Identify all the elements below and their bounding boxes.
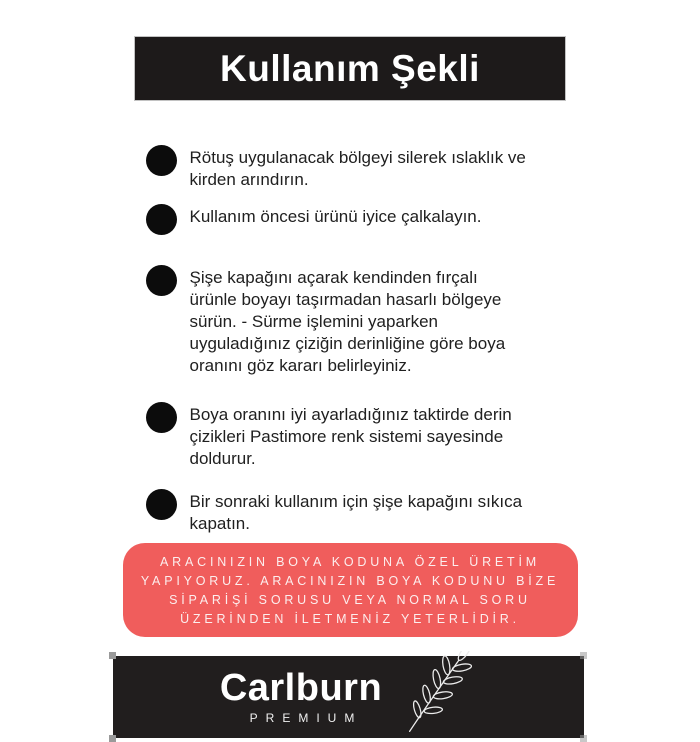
corner-handle bbox=[580, 652, 587, 659]
notice-line: ÜZERİNDEN İLETMENİZ YETERLİDİR. bbox=[180, 612, 520, 626]
corner-handle bbox=[109, 652, 116, 659]
list-item bbox=[146, 491, 588, 535]
notice-line: SİPARİŞİ SORUSU VEYA NORMAL SORU bbox=[169, 593, 531, 607]
bullet-dot-icon bbox=[146, 489, 177, 520]
instruction-text: Rötuş uygulanacak bölgeyi silerek ıslaklık ve kirden arındırın. bbox=[189, 148, 526, 189]
bullet-dot-icon bbox=[146, 204, 177, 235]
paint-code-notice bbox=[123, 543, 578, 637]
brand-block bbox=[220, 668, 382, 725]
list-item bbox=[146, 404, 588, 470]
brand-name: Carlburn bbox=[219, 666, 383, 709]
list-item bbox=[146, 267, 588, 377]
footer-bar bbox=[113, 656, 584, 738]
list-item bbox=[146, 206, 588, 235]
header-bar bbox=[134, 36, 566, 101]
notice-line: ARACINIZIN BOYA KODUNA ÖZEL ÜRETİM bbox=[160, 555, 540, 569]
instruction-text: Bir sonraki kullanım için şişe kapağını sıkıca kapatın. bbox=[189, 492, 523, 533]
bullet-dot-icon bbox=[146, 402, 177, 433]
instruction-text: Boya oranını iyi ayarladığınız taktirde derin çizikleri Pastimore renk sistemi sayesinde doldurur. bbox=[189, 405, 512, 468]
instruction-text: Kullanım öncesi ürünü iyice çalkalayın. bbox=[189, 207, 482, 226]
bullet-dot-icon bbox=[146, 265, 177, 296]
corner-handle bbox=[109, 735, 116, 742]
page-title: Kullanım Şekli bbox=[220, 47, 480, 89]
brand-tagline: PREMIUM bbox=[249, 710, 363, 725]
instruction-list bbox=[113, 147, 588, 535]
notice-line: YAPIYORUZ. ARACINIZIN BOYA KODUNU BİZE bbox=[140, 574, 560, 588]
instruction-card bbox=[113, 36, 588, 738]
leaf-branch-icon bbox=[398, 651, 476, 735]
bullet-dot-icon bbox=[146, 145, 177, 176]
instruction-text: Şişe kapağını açarak kendinden fırçalı ürünle boyayı taşırmadan hasarlı bölgeye sürün. - Sürme işlemini yaparken uyguladığınız çiziğin derinliğine göre boya oranını göz kararı belirleyiniz. bbox=[189, 268, 506, 375]
list-item bbox=[146, 147, 588, 191]
corner-handle bbox=[580, 735, 587, 742]
